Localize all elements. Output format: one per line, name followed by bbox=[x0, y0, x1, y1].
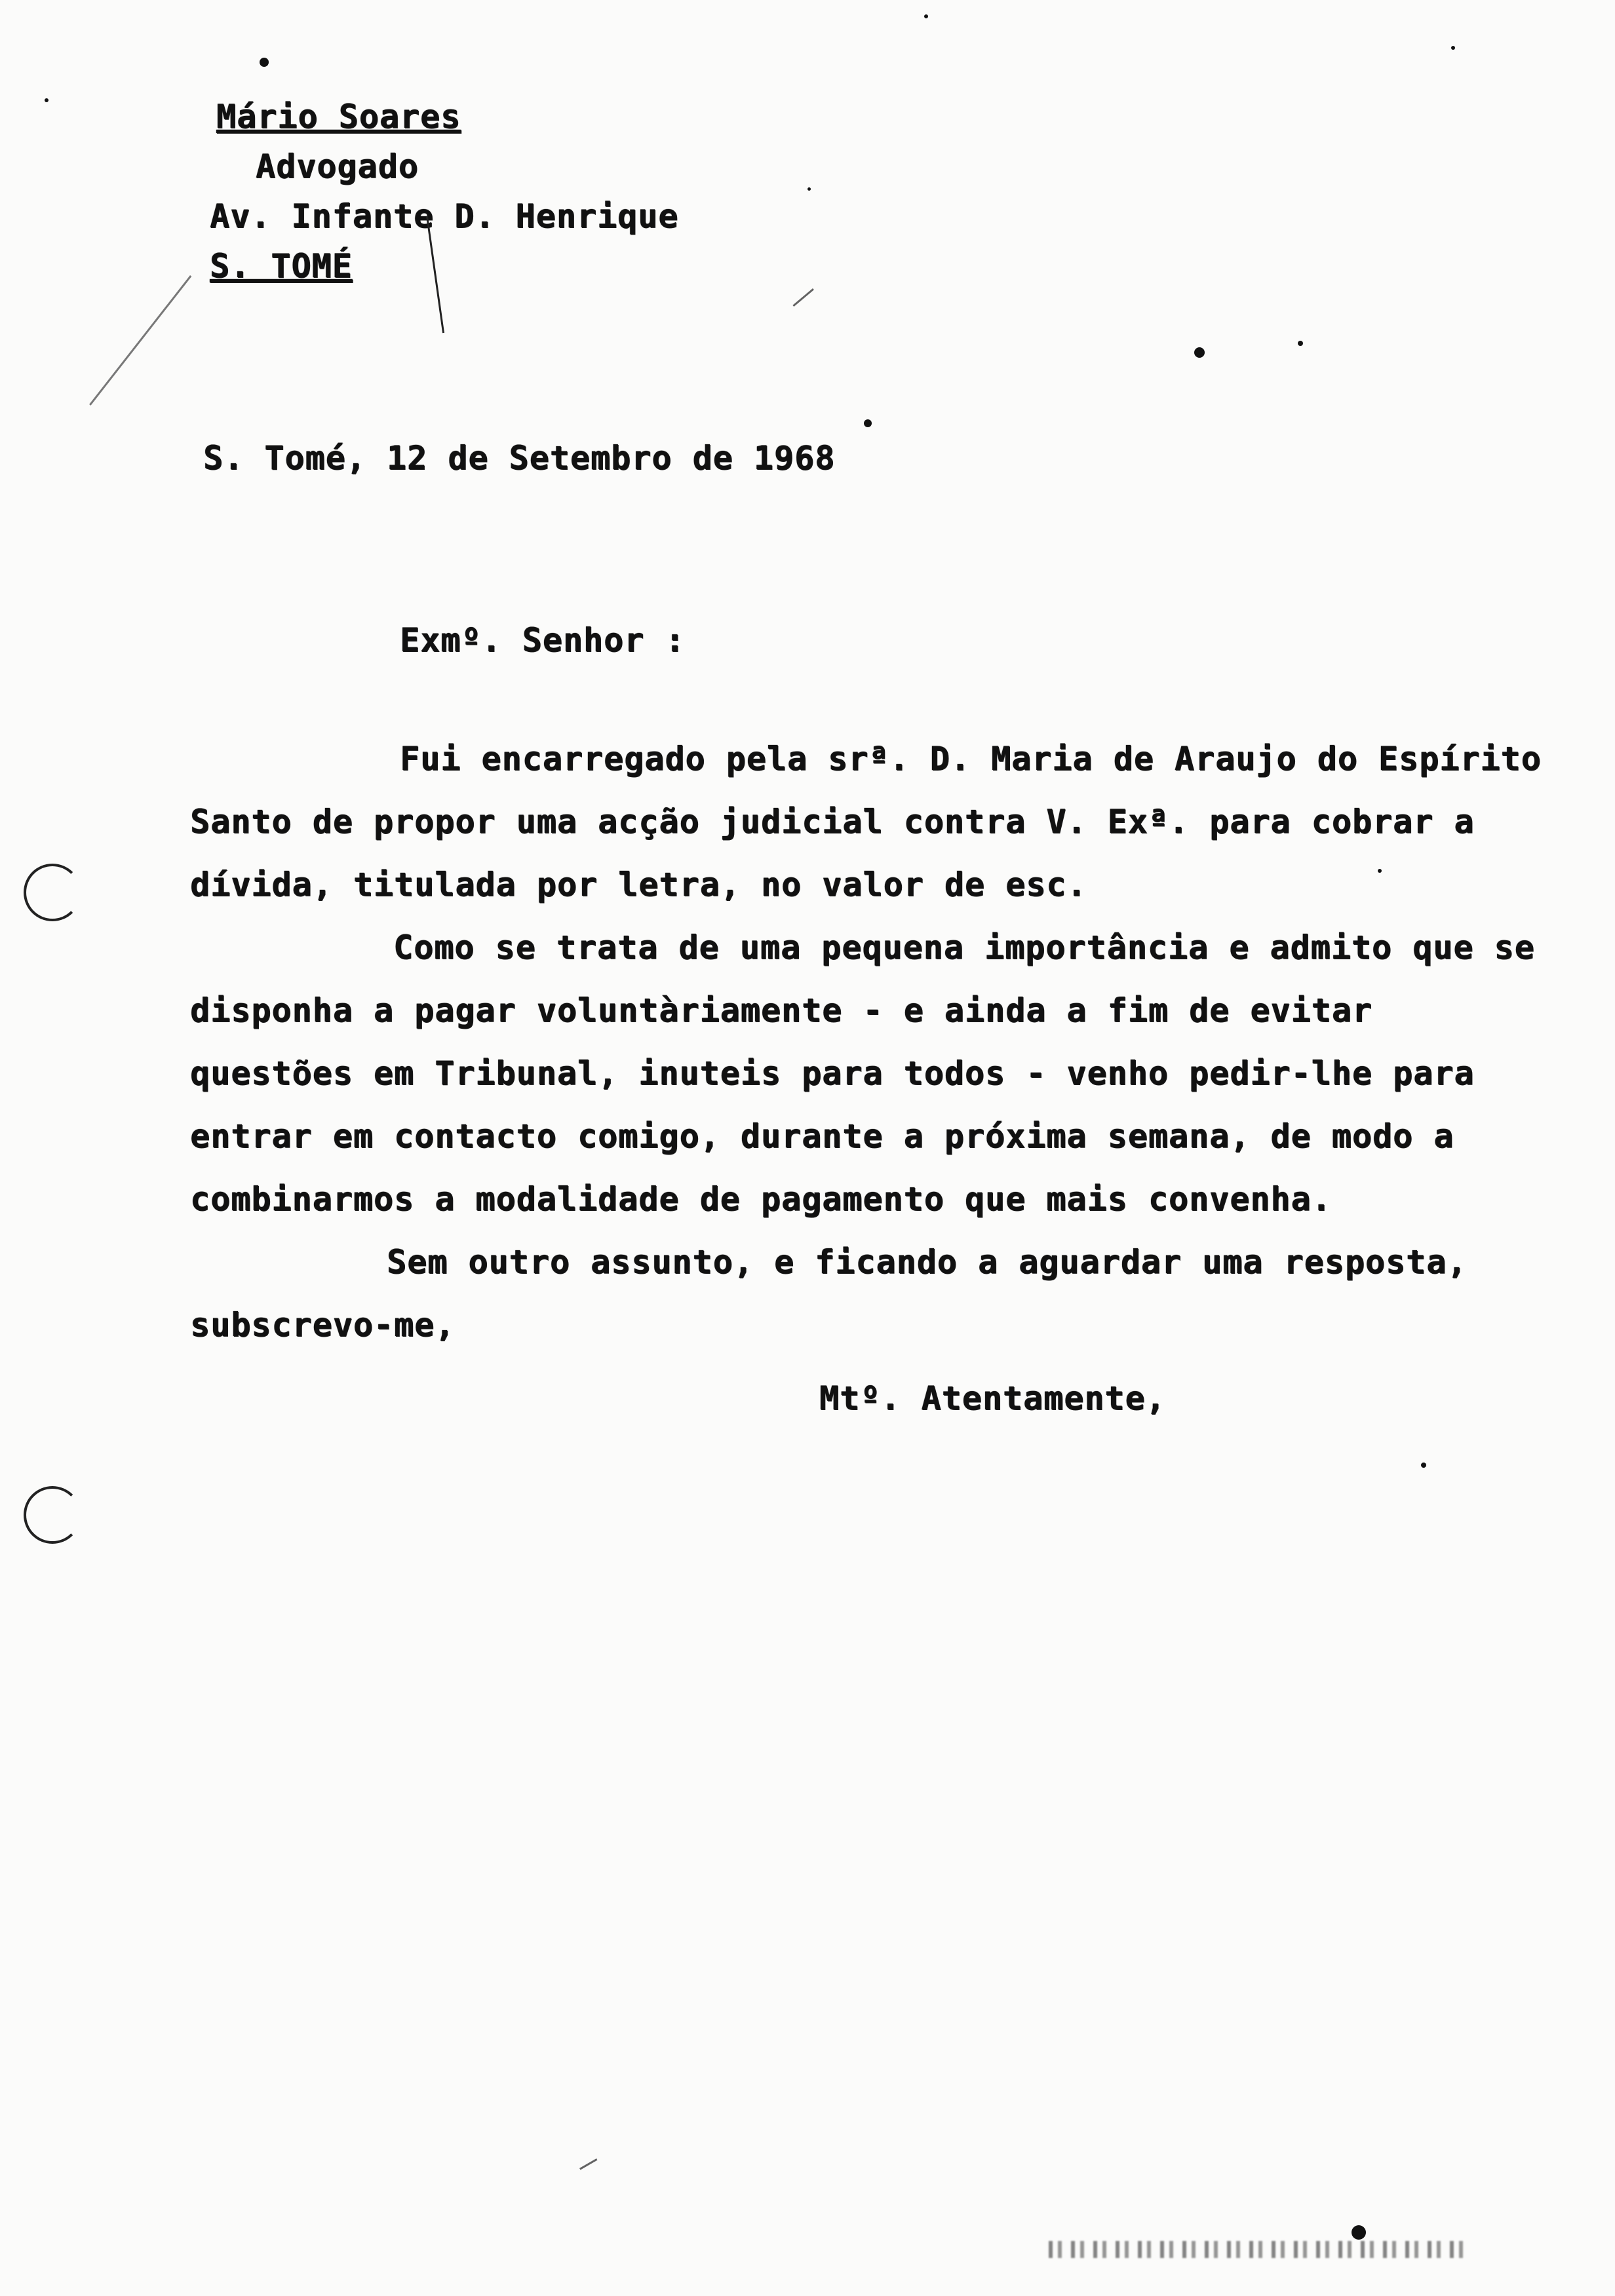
ink-speck bbox=[1194, 347, 1205, 358]
ink-speck bbox=[1451, 46, 1455, 50]
paper-mark bbox=[792, 288, 814, 307]
letterhead-address: Av. Infante D. Henrique bbox=[210, 197, 679, 235]
paper-mark bbox=[89, 275, 191, 406]
letterhead-city: S. TOMÉ bbox=[210, 247, 353, 285]
ink-speck bbox=[260, 58, 269, 67]
letterhead-name: Mário Soares bbox=[216, 98, 461, 136]
paper-mark bbox=[579, 2158, 597, 2170]
closing-line: Mtº. Atentamente, bbox=[819, 1379, 1166, 1417]
ink-speck bbox=[808, 187, 811, 191]
ink-speck bbox=[1352, 2225, 1366, 2240]
punch-hole-icon bbox=[24, 864, 81, 921]
date-line: S. Tomé, 12 de Setembro de 1968 bbox=[203, 439, 836, 477]
footer-smudge bbox=[1049, 2241, 1468, 2258]
letterhead-profession: Advogado bbox=[256, 147, 419, 185]
body-paragraph-1: Fui encarregado pela srª. D. Maria de Araujo do Espírito Santo de propor uma acção judicial contra V. Exª. para cobrar a dívida, titulada por letra, no valor de esc. bbox=[190, 740, 1542, 904]
ink-speck bbox=[1298, 341, 1303, 346]
letter-body bbox=[190, 727, 1553, 1356]
ink-speck bbox=[1378, 869, 1382, 873]
body-paragraph-3: Sem outro assunto, e ficando a aguardar uma resposta, subscrevo-me, bbox=[190, 1243, 1468, 1344]
ink-speck bbox=[1421, 1463, 1426, 1468]
punch-hole-icon bbox=[24, 1486, 81, 1544]
ink-speck bbox=[45, 98, 49, 102]
letterhead bbox=[210, 92, 678, 291]
salutation: Exmº. Senhor : bbox=[400, 621, 686, 659]
body-paragraph-2: Como se trata de uma pequena importância e admito que se disponha a pagar voluntàriamente - e ainda a fim de evitar questões em Tribunal, inuteis para todos - venho pedir-lhe para entrar em contacto comigo, durante a próxima semana, de modo a combinarmos a modalidade de pagamento que mais convenha. bbox=[190, 928, 1535, 1218]
ink-speck bbox=[924, 14, 928, 18]
ink-speck bbox=[864, 419, 872, 427]
